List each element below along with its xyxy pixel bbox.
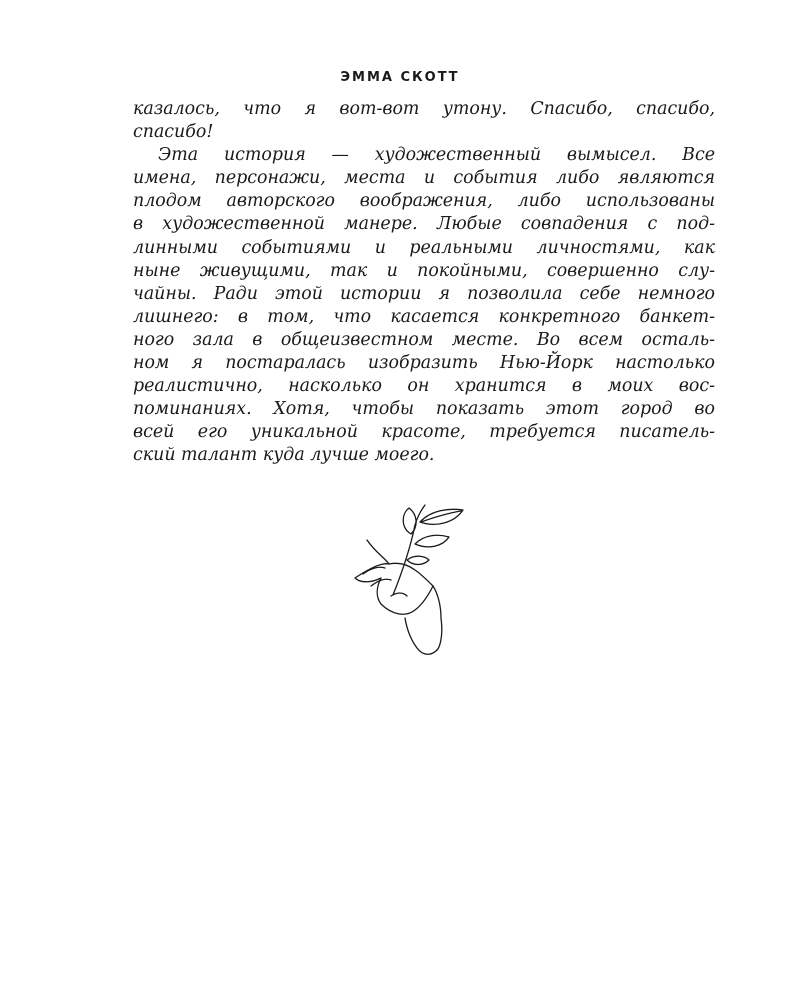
- text-line: Эта история — художественный вымысел. Все: [158, 145, 715, 166]
- hand-holding-sprig-icon: [345, 500, 475, 660]
- text-line: ский талант куда лучше моего.: [133, 445, 435, 466]
- sprig-leaf: [415, 535, 449, 547]
- text-line: ныне живущими, так и покойными, совершенно слу-: [133, 260, 715, 281]
- body-text: [133, 98, 715, 468]
- text-line: чайны. Ради этой истории я позволила себе немного: [133, 283, 715, 304]
- text-line: поминаниях. Хотя, чтобы показать этот город во: [133, 399, 715, 420]
- text-line: линными событиями и реальными личностями, как: [133, 237, 715, 258]
- hand-wrist: [405, 618, 437, 654]
- text-line: в художественной манере. Любые совпадения с под-: [133, 214, 715, 235]
- text-line: ном я постаралась изобразить Нью-Йорк настолько: [133, 353, 715, 374]
- text-line: реалистично, насколько он хранится в моих вос-: [133, 376, 715, 397]
- text-line: всей его уникальной красоте, требуется писатель-: [133, 422, 715, 443]
- sprig-leaf: [403, 508, 416, 534]
- ornament-drawing: [345, 500, 475, 660]
- hand-outline: [355, 540, 442, 650]
- sprig-stem: [393, 505, 425, 595]
- text-line: казалось, что я вот-вот утону. Спасибо, спасибо,: [133, 99, 715, 119]
- sprig-leaf: [407, 556, 429, 564]
- text-line: имена, персонажи, места и события либо являются: [133, 168, 715, 189]
- text-line: спасибо!: [133, 122, 214, 143]
- running-head: ЭММА СКОТТ: [340, 70, 460, 85]
- text-line: лишнего: в том, что касается конкретного банкет-: [133, 306, 715, 327]
- text-line: плодом авторского воображения, либо использованы: [133, 191, 715, 212]
- text-line: ного зала в общеизвестном месте. Во всем осталь-: [133, 329, 715, 350]
- hand-finger: [389, 563, 433, 586]
